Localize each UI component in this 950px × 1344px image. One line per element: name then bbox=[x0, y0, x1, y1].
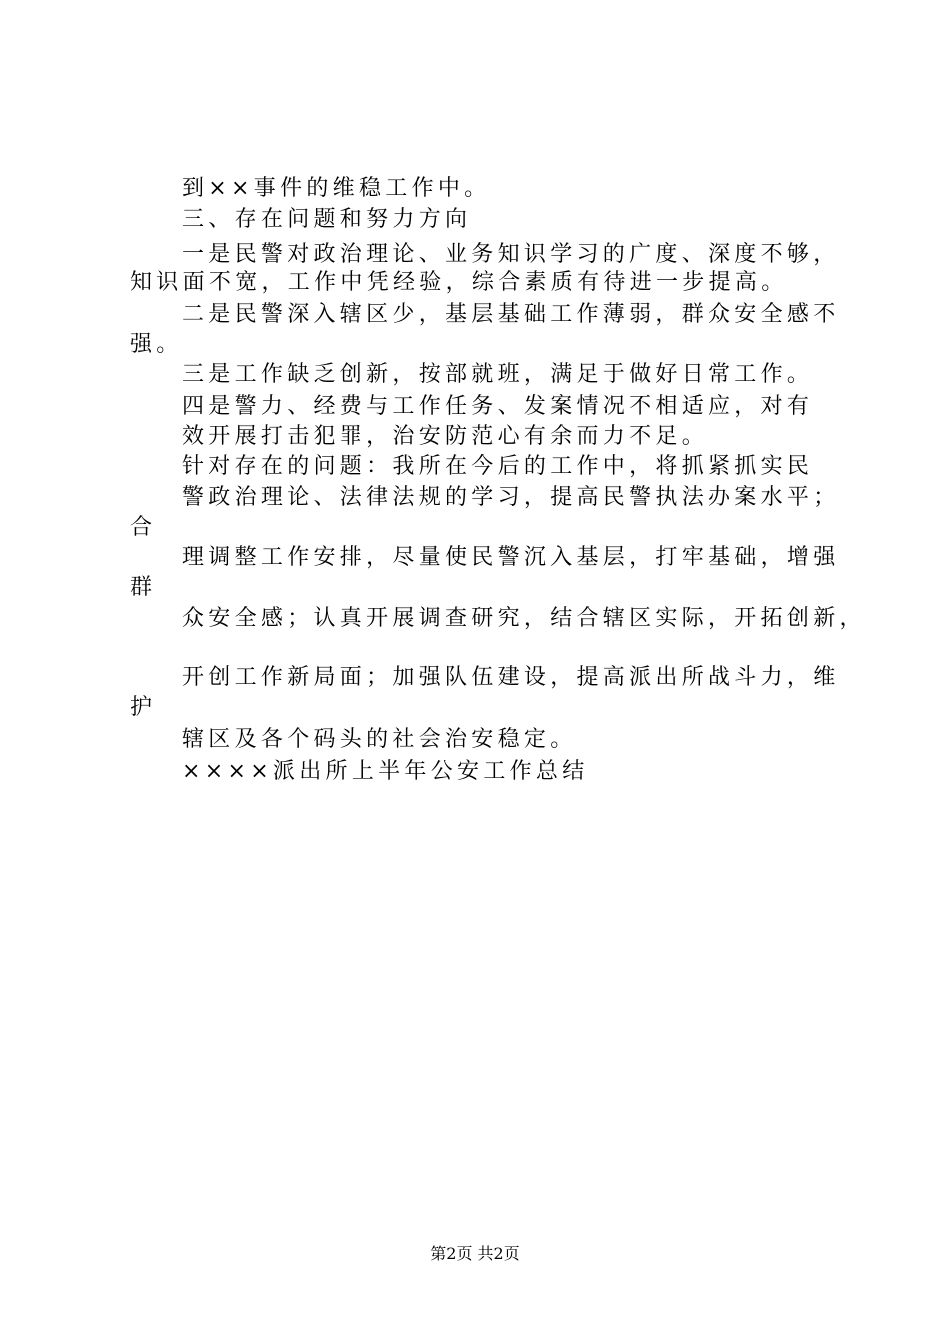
text-line: 一是民警对政治理论、业务知识学习的广度、深度不够， bbox=[182, 242, 840, 267]
section-heading: 三、存在问题和努力方向 bbox=[182, 207, 472, 232]
text-line: 到××事件的维稳工作中。 bbox=[182, 176, 491, 201]
text-line: 护 bbox=[130, 695, 157, 720]
text-line: 辖区及各个码头的社会治安稳定。 bbox=[182, 727, 577, 752]
text-line: 合 bbox=[130, 515, 157, 540]
text-line: 开创工作新局面；加强队伍建设，提高派出所战斗力，维 bbox=[182, 665, 840, 690]
text-line: 警政治理论、法律法规的学习，提高民警执法办案水平； bbox=[182, 485, 840, 510]
page-number-footer: 第2页 共2页 bbox=[430, 1244, 520, 1263]
text-line: 四是警力、经费与工作任务、发案情况不相适应，对有 bbox=[182, 394, 814, 419]
text-line: 众安全感；认真开展调查研究，结合辖区实际，开拓创新， bbox=[182, 606, 866, 631]
text-line: 知识面不宽，工作中凭经验，综合素质有待进一步提高。 bbox=[130, 270, 788, 295]
text-line: 二是民警深入辖区少，基层基础工作薄弱，群众安全感不 bbox=[182, 302, 840, 327]
text-line: 群 bbox=[130, 575, 157, 600]
document-title-line: ××××派出所上半年公安工作总结 bbox=[182, 759, 589, 784]
text-line: 强。 bbox=[130, 332, 183, 357]
text-line: 三是工作缺乏创新，按部就班，满足于做好日常工作。 bbox=[182, 362, 814, 387]
text-line: 理调整工作安排，尽量使民警沉入基层，打牢基础，增强 bbox=[182, 545, 840, 570]
text-line: 针对存在的问题：我所在今后的工作中，将抓紧抓实民 bbox=[182, 454, 814, 479]
text-line: 效开展打击犯罪，治安防范心有余而力不足。 bbox=[182, 424, 709, 449]
